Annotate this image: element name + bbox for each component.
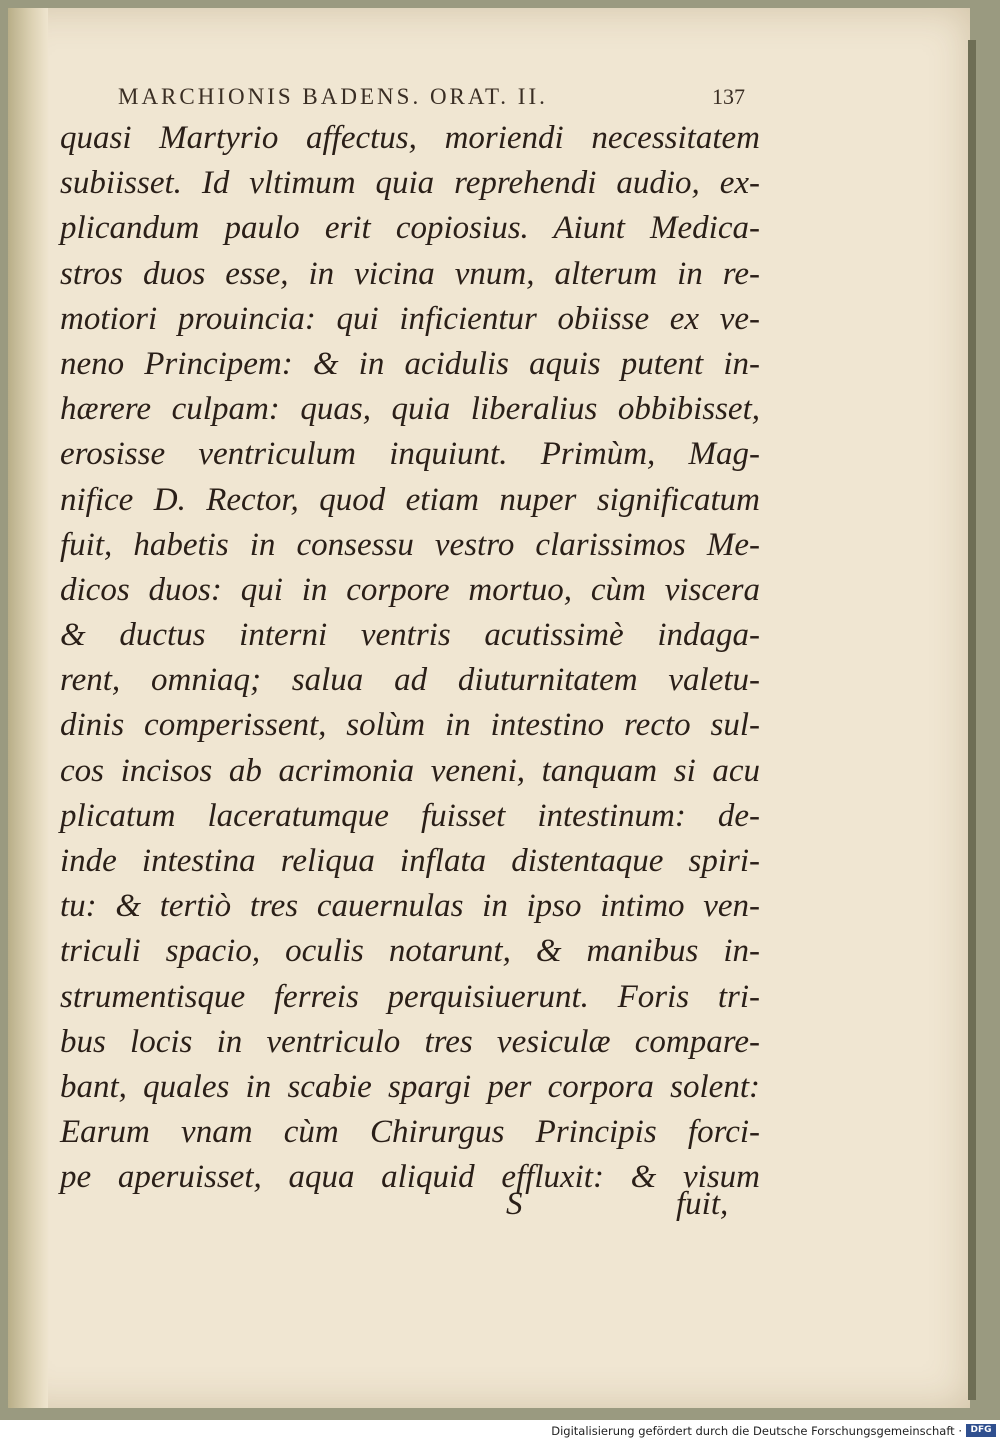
funding-note: Digitalisierung gefördert durch die Deutsche Forschungsgemeinschaft ·: [551, 1424, 962, 1438]
text-line: & ductus interni ventris acutissimè indaga-: [60, 617, 760, 654]
text-line: motiori prouincia: qui inficientur obiisse ex ve-: [60, 300, 760, 337]
text-line: cos incisos ab acrimonia veneni, tanquam si acu: [60, 752, 760, 789]
body-text: [60, 116, 760, 1201]
text-line: triculi spacio, oculis notarunt, & manibus in-: [60, 933, 760, 970]
text-line: fuit, habetis in consessu vestro clarissimos Me-: [60, 526, 760, 563]
signature-mark: S: [506, 1186, 523, 1222]
text-line: plicatum laceratumque fuisset intestinum: de-: [60, 797, 760, 834]
text-line: tu: & tertiò tres cauernulas in ipso intimo ven-: [60, 888, 760, 925]
page-number: 137: [712, 84, 745, 109]
text-line: bus locis in ventriculo tres vesiculæ compare-: [60, 1023, 760, 1060]
text-line: inde intestina reliqua inflata distentaque spiri-: [60, 843, 760, 879]
text-line: quasi Martyrio affectus, moriendi necessitatem: [60, 120, 760, 156]
running-head: MARCHIONIS BADENS. ORAT. II.: [118, 84, 548, 109]
text-line: nifice D. Rector, quod etiam nuper significatum: [60, 481, 760, 518]
text-line: stros duos esse, in vicina vnum, alterum in re-: [60, 255, 760, 292]
text-line: dinis comperissent, solùm in intestino recto sul-: [60, 707, 760, 744]
text-line: subiisset. Id vltimum quia reprehendi audio, ex-: [60, 165, 760, 202]
text-line: neno Principem: & in acidulis aquis putent in-: [60, 345, 760, 382]
text-line: rent, omniaq; salua ad diuturnitatem valetu-: [60, 662, 760, 699]
text-line: dicos duos: qui in corpore mortuo, cùm viscera: [60, 571, 760, 608]
text-line: plicandum paulo erit copiosius. Aiunt Medica-: [60, 210, 760, 247]
page-edge: [968, 40, 976, 1400]
catchword: fuit,: [676, 1186, 729, 1222]
text-line: bant, quales in scabie spargi per corpora solent:: [60, 1068, 760, 1105]
dfg-logo: DFG: [966, 1424, 996, 1437]
text-line: erosisse ventriculum inquiunt. Primùm, Mag-: [60, 436, 760, 473]
text-line: Earum vnam cùm Chirurgus Principis forci-: [60, 1114, 760, 1151]
page-binding-shadow: [8, 8, 48, 1408]
text-line: pe aperuisset, aqua aliquid effluxit: & visum: [60, 1159, 760, 1196]
text-line: hærere culpam: quas, quia liberalius obbibisset,: [60, 391, 760, 428]
text-line: strumentisque ferreis perquisiuerunt. Foris tri-: [60, 978, 760, 1015]
